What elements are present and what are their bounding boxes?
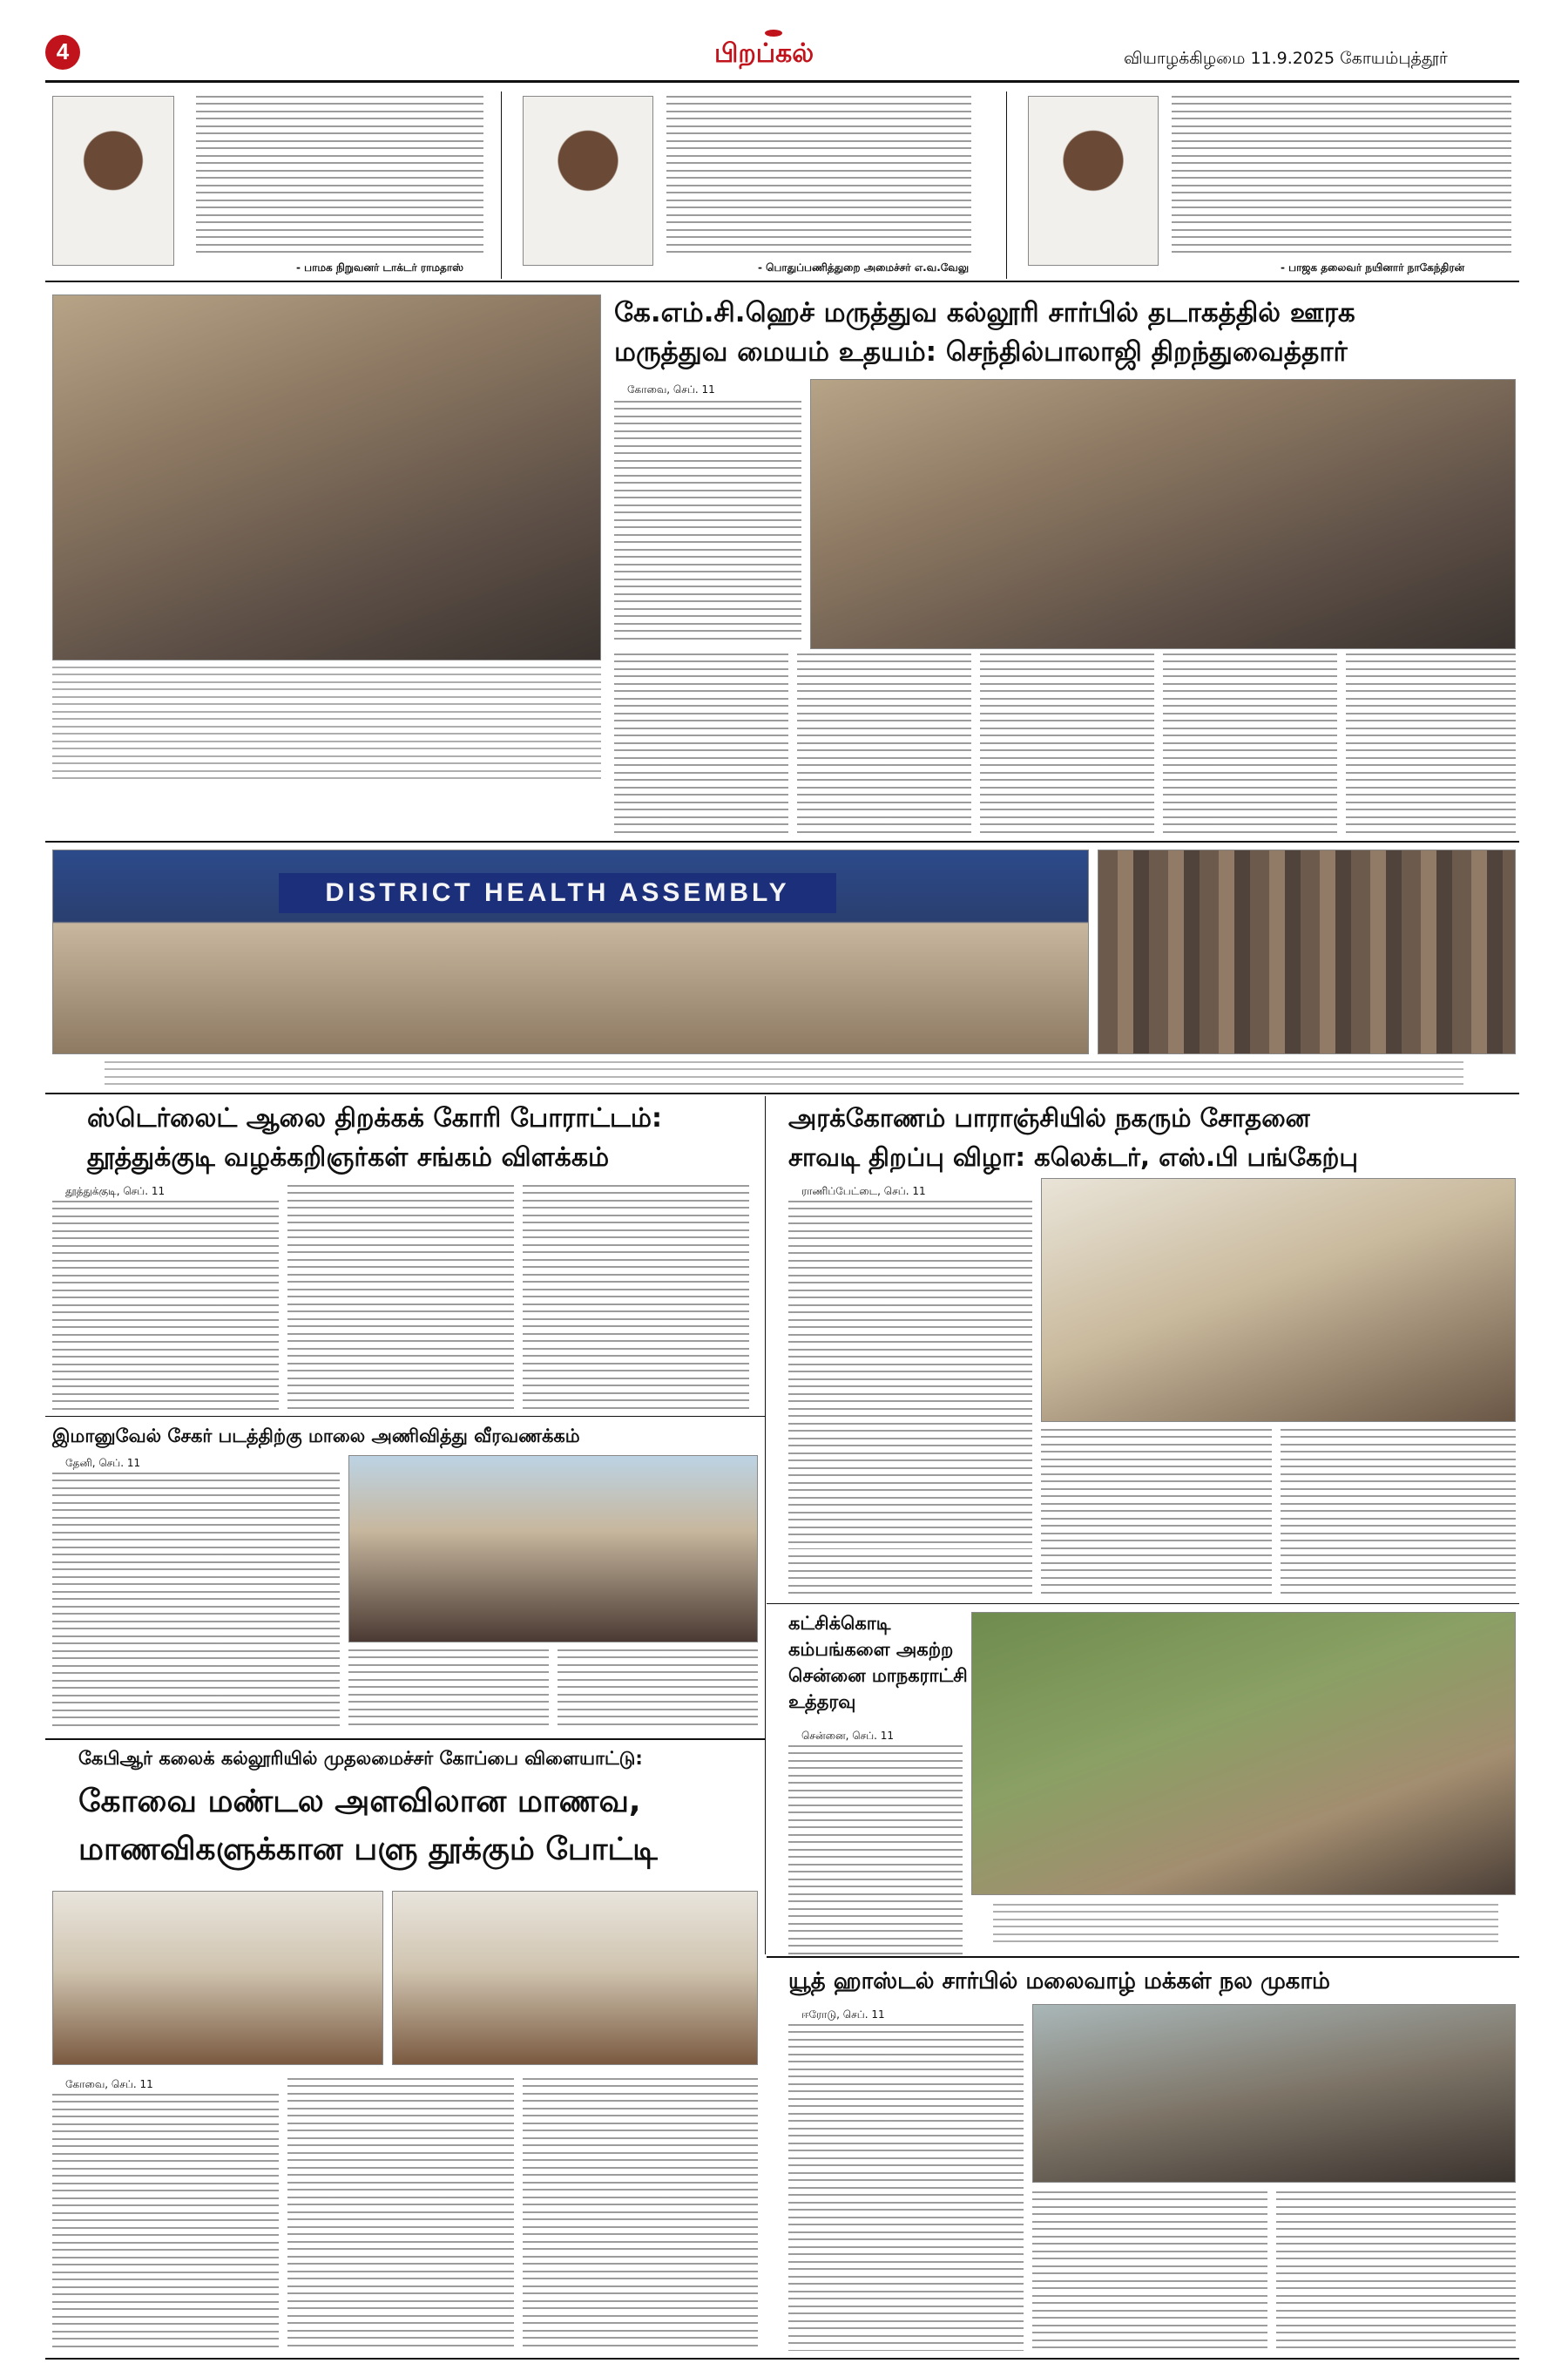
medical-body-col-2 — [797, 653, 971, 836]
erode-event-photo — [971, 1612, 1516, 1895]
medical-body-col-4 — [1163, 653, 1337, 836]
medical-dateline: கோவை, செப். 11 — [627, 383, 715, 396]
medical-headline-line1: கே.எம்.சி.ஹெச் மருத்துவ கல்லூரி சார்பில் தடாகத்தில் ஊரக — [614, 297, 1355, 328]
youth-hostel-col-3 — [1276, 2191, 1516, 2351]
chennai-headline-line4: உத்தரவு — [788, 1691, 856, 1712]
quote-portrait-1 — [52, 96, 174, 266]
date-line: வியாழக்கிழமை 11.9.2025 கோயம்புத்தூர் — [1124, 49, 1448, 68]
youth-hostel-col-1 — [788, 2024, 1024, 2351]
medical-headline-line2: மருத்துவ மையம் உதயம்: செந்தில்பாலாஜி திறந்துவைத்தார் — [614, 336, 1348, 368]
sports-col-3 — [523, 2078, 758, 2351]
sports-col-2 — [287, 2078, 514, 2351]
sterlite-col-1 — [52, 1201, 279, 1410]
immanuel-col-2 — [348, 1649, 549, 1730]
assembly-crowd-photo — [1098, 850, 1516, 1054]
arakkonam-col-1-cont — [788, 1555, 1032, 1595]
quote-byline-2: - பொதுப்பணித்துறை அமைச்சர் எ.வ.வேலு — [758, 261, 970, 274]
immanuel-dateline: தேனி, செப். 11 — [65, 1457, 141, 1469]
sports-col-1 — [52, 2094, 279, 2351]
arakkonam-headline-line1: அரக்கோணம் பாராஞ்சியில் நகரும் சோதனை — [788, 1103, 1310, 1133]
quote-text-3 — [1172, 96, 1511, 253]
sports-award-photo — [52, 1891, 383, 2065]
chennai-dateline: சென்னை, செப். 11 — [801, 1730, 895, 1742]
camp-photo-caption — [52, 667, 601, 784]
chennai-body — [788, 1745, 963, 1954]
sports-kicker: கேபிஆர் கலைக் கல்லூரியில் முதலமைச்சர் கோப்பை விளையாட்டு: — [78, 1748, 643, 1769]
sterlite-headline-line2: தூத்துக்குடி வழக்கறிஞர்கள் சங்கம் விளக்கம் — [87, 1142, 610, 1173]
medical-body-col-1 — [614, 653, 788, 836]
page-number: 4 — [56, 38, 70, 64]
quote-divider-2 — [1006, 91, 1007, 279]
sports-headline-line1: கோவை மண்டல அளவிலான மாணவ, — [78, 1784, 641, 1819]
youth-hostel-headline: யூத் ஹாஸ்டல் சார்பில் மலைவாழ் மக்கள் நல முகாம் — [788, 1968, 1330, 1994]
section-rule-3 — [45, 1416, 765, 1417]
medical-intro-column — [614, 401, 801, 645]
page-bottom-rule — [45, 2358, 1519, 2360]
sterlite-col-2 — [287, 1185, 514, 1410]
sterlite-dateline: தூத்துக்குடி, செப். 11 — [65, 1185, 166, 1197]
masthead-rule — [45, 80, 1519, 83]
sterlite-headline-line1: ஸ்டெர்லைட் ஆலை திறக்கக் கோரி போராட்டம்: — [87, 1103, 662, 1134]
column-divider — [765, 1096, 766, 1954]
immanuel-tribute-photo — [348, 1455, 758, 1642]
immanuel-col-3 — [558, 1649, 758, 1730]
quote-text-2 — [666, 96, 971, 253]
arakkonam-headline-line2: சாவடி திறப்பு விழா: கலெக்டர், எஸ்.பி பங்கேற்பு — [788, 1142, 1358, 1172]
youth-hostel-col-2 — [1032, 2191, 1267, 2351]
arakkonam-officials-photo — [1041, 1178, 1516, 1422]
immanuel-headline: இமானுவேல் சேகர் படத்திற்கு மாலை அணிவித்து வீரவணக்கம் — [52, 1425, 580, 1446]
arakkonam-col-2 — [1041, 1429, 1272, 1595]
quote-divider-1 — [501, 91, 502, 279]
chennai-headline-line3: சென்னை மாநகராட்சி — [788, 1665, 968, 1686]
section-rule-5 — [767, 1956, 1519, 1958]
chennai-headline-line2: கம்பங்களை அகற்ற — [788, 1639, 954, 1660]
sports-weightlifting-photo — [392, 1891, 758, 2065]
immanuel-col-1 — [52, 1473, 340, 1730]
quote-text-1 — [196, 96, 483, 253]
medical-body-col-5 — [1346, 653, 1516, 836]
medical-body-col-3 — [980, 653, 1154, 836]
erode-photo-caption — [993, 1904, 1498, 1946]
newspaper-logo: பிறப்கல் — [714, 38, 814, 69]
quote-strip-bottom-rule — [45, 281, 1519, 282]
arakkonam-intro-col — [788, 1201, 1032, 1549]
section-rule-1 — [45, 841, 1519, 843]
quote-portrait-3 — [1028, 96, 1159, 266]
sports-dateline: கோவை, செப். 11 — [65, 2078, 153, 2090]
quote-portrait-2 — [523, 96, 653, 266]
quote-byline-1: - பாமக நிறுவனர் டாக்டர் ராமதாஸ் — [296, 261, 463, 274]
logo-ornament-icon — [765, 30, 782, 37]
chennai-headline-line1: கட்சிக்கொடி — [788, 1613, 891, 1634]
assembly-banner: DISTRICT HEALTH ASSEMBLY — [279, 873, 836, 913]
medical-inauguration-photo — [810, 379, 1516, 649]
youth-hostel-photo — [1032, 2004, 1516, 2183]
section-rule-2 — [45, 1093, 1519, 1094]
sports-headline-line2: மாணவிகளுக்கான பளு தூக்கும் போட்டி — [78, 1832, 658, 1867]
arakkonam-dateline: ராணிப்பேட்டை, செப். 11 — [801, 1185, 926, 1197]
camp-photo — [52, 295, 601, 660]
quote-byline-3: - பாஜக தலைவர் நயினார் நாகேந்திரன் — [1281, 261, 1465, 274]
section-rule-6 — [45, 1738, 765, 1740]
assembly-caption — [105, 1061, 1463, 1087]
youth-hostel-dateline: ஈரோடு, செப். 11 — [801, 2008, 885, 2021]
arakkonam-col-3 — [1281, 1429, 1516, 1595]
section-rule-4 — [767, 1603, 1519, 1604]
sterlite-col-3 — [523, 1185, 749, 1410]
